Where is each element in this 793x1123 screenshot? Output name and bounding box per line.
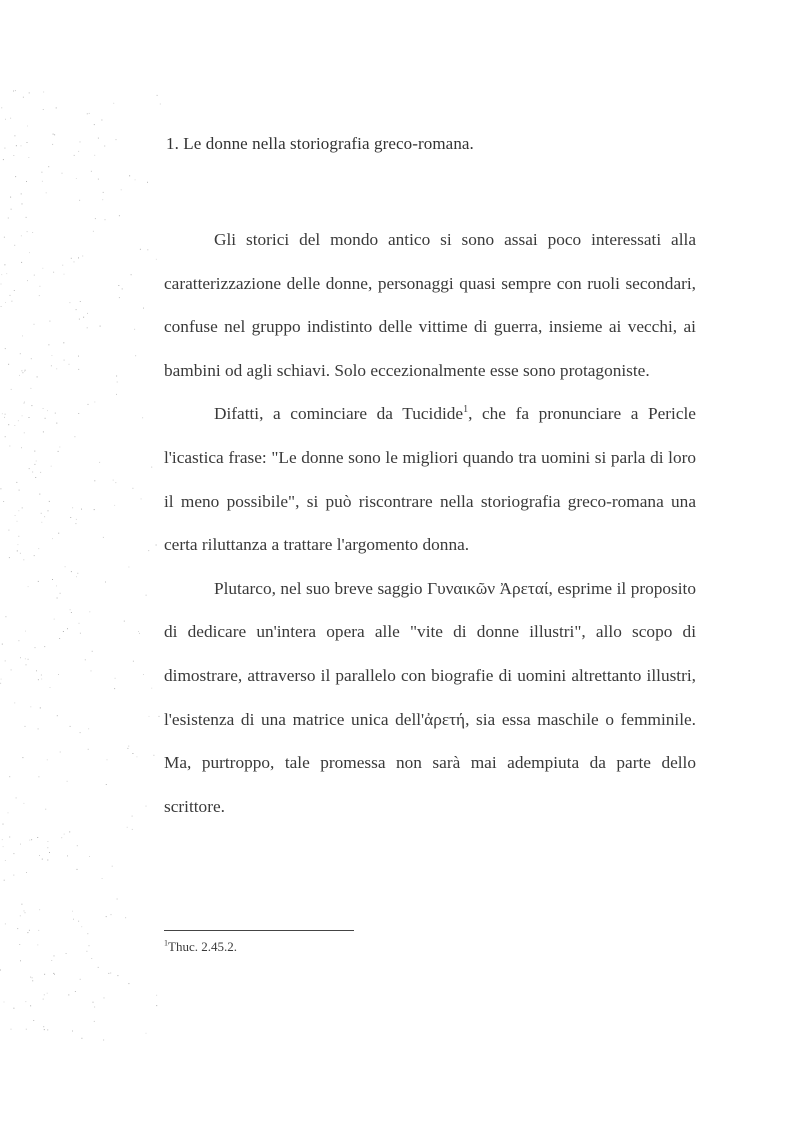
- body-text: [164, 218, 696, 828]
- footnote-reference: 1: [463, 404, 469, 416]
- footnote: [164, 939, 237, 955]
- paragraph-1: Gli storici del mondo antico si sono assai poco interessati alla caratterizzazione delle donne, personaggi quasi sempre con ruoli secondari, confuse nel gruppo indistinto delle vittime di guerra, insieme ai vecchi, ai bambini od agli schiavi. Solo eccezionalmente esse sono protagoniste.: [164, 230, 696, 380]
- paragraph-2-start: Difatti, a cominciare da Tucidide: [214, 404, 464, 424]
- footnote-text: Thuc. 2.45.2.: [168, 939, 237, 954]
- footnote-marker: 1: [164, 938, 168, 948]
- paragraph-2-rest: , che fa pronunciare a Pericle l'icastica frase: "Le donne sono le migliori quando tra uomini si parla di loro il meno possibile", si può riscontrare nella storiografia greco-romana una certa riluttanza a trattare l'argomento donna.: [164, 404, 696, 555]
- footnote-divider: [164, 930, 354, 931]
- paragraph-3: Plutarco, nel suo breve saggio Γυναικῶν Ἀρεταί, esprime il proposito di dedicare un'intera opera alle "vite di donne illustri", allo scopo di dimostrare, attraverso il parallelo con biografie di uomini altrettanto illustri, l'esistenza di una matrice unica dell'ἀρετή, sia essa maschile o femminile. Ma, purtroppo, tale promessa non sarà mai adempiuta da parte dello scrittore.: [164, 578, 696, 816]
- paragraph-2: [164, 392, 696, 566]
- section-heading: 1. Le donne nella storiografia greco-romana.: [166, 134, 474, 153]
